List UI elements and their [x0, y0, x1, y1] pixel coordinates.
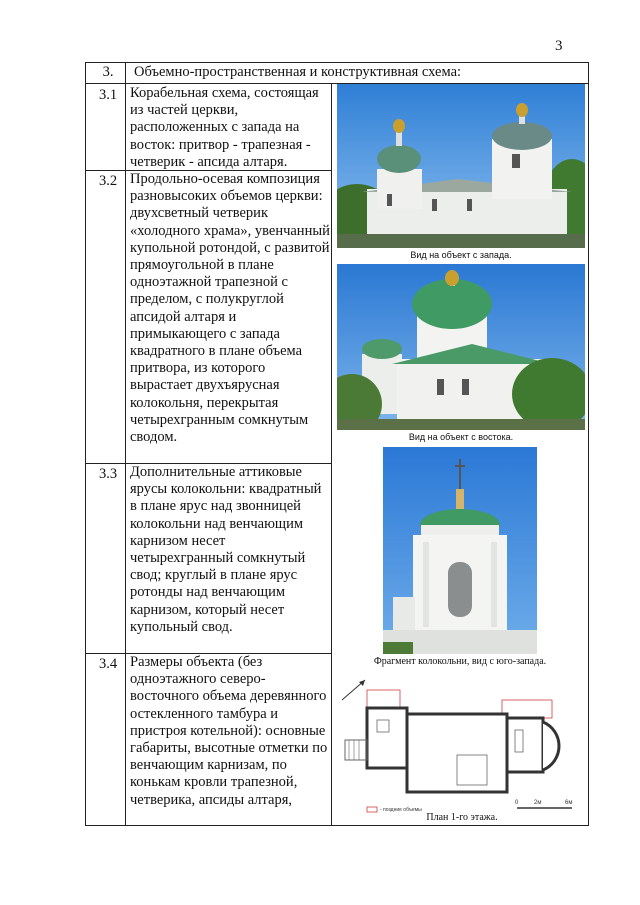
page-number: 3	[555, 38, 563, 54]
plan-legend-text: - поздние объемы	[380, 807, 422, 813]
caption-east: Вид на объект с востока.	[408, 432, 514, 442]
header-number: 3.	[102, 64, 114, 80]
scale-label-2m: 2м	[534, 800, 542, 806]
row-text-3-4: Размеры объекта (без одноэтажного северо-восточного объема деревянного остекленного тамбура и пристроя котельной): основные габариты, высотные отметки по венчающим карнизам, по конькам кровли трапезной, четверика, апсиды алтаря,	[130, 654, 328, 808]
scale-label-0: 0	[515, 800, 519, 806]
photo-bell-tower	[383, 447, 537, 654]
caption-bell-tower: Фрагмент колокольни, вид с юго-запада.	[373, 656, 547, 667]
row-text-3-2: Продольно-осевая композиция разновысоких объемов церкви: двухсветный четверик «холодного храма», увенчанный купольной ротондой, с развитой прямоугольной в плане одноэтажной трапезной с пределом, с полукруглой апсидой алтаря и примыкающего с запада квадратного в плане объема притвора, из которого вырастает двухъярусная колокольня, перекрытая четырехгранным сомкнутым сводом.	[130, 171, 330, 446]
row-text-3-1: Корабельная схема, состоящая из частей церкви, расположенных с запада на восток: притвор - трапезная - четверик - апсида алтаря.	[130, 85, 319, 170]
caption-west: Вид на объект с запада.	[410, 250, 512, 260]
row-number-3-1: 3.1	[98, 87, 118, 103]
row-number-3-2: 3.2	[98, 173, 118, 189]
row-text-3-3: Дополнительные аттиковые ярусы колокольни: квадратный в плане ярус над звонницей колокольни над венчающим карнизом несет четырехгранный сомкнутый свод; круглый в плане ярус ротонды над венчающим карнизом, который несет купольный свод.	[130, 464, 322, 635]
header-title: Объемно-пространственная и конструктивная схема:	[134, 64, 462, 80]
caption-plan: План 1-го этажа.	[426, 812, 498, 823]
floor-plan	[337, 670, 587, 820]
scale-label-6m: 6м	[565, 800, 573, 806]
photo-east-view	[337, 264, 585, 430]
photo-west-view	[337, 84, 585, 248]
row-number-3-3: 3.3	[98, 466, 118, 482]
row-number-3-4: 3.4	[98, 656, 118, 672]
